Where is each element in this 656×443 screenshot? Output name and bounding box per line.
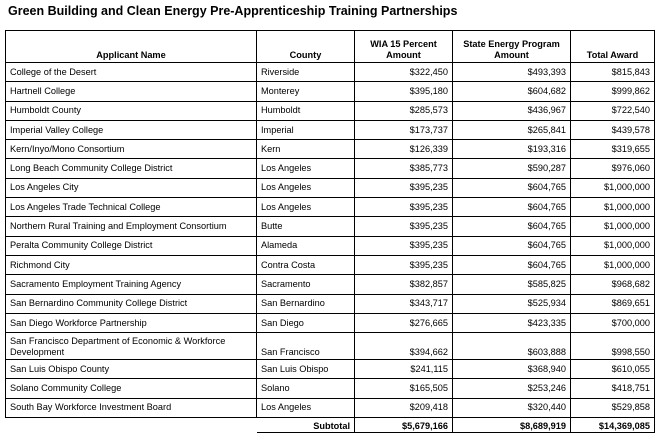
cell-county: Los Angeles	[257, 198, 355, 217]
cell-total: $319,655	[571, 140, 655, 159]
table-row	[6, 294, 655, 313]
cell-wia: $209,418	[355, 398, 453, 417]
table-row	[6, 313, 655, 332]
cell-county: Los Angeles	[257, 178, 355, 197]
cell-applicant: Humboldt County	[6, 101, 257, 120]
cell-county: Sacramento	[257, 275, 355, 294]
cell-total: $869,651	[571, 294, 655, 313]
table-row	[6, 101, 655, 120]
cell-state: $493,393	[453, 63, 571, 82]
cell-county: Riverside	[257, 63, 355, 82]
cell-county: Los Angeles	[257, 398, 355, 417]
table-body	[6, 63, 655, 418]
cell-county: San Bernardino	[257, 294, 355, 313]
cell-county: Contra Costa	[257, 255, 355, 274]
cell-total: $1,000,000	[571, 217, 655, 236]
cell-state: $436,967	[453, 101, 571, 120]
cell-state: $604,765	[453, 217, 571, 236]
cell-total: $722,540	[571, 101, 655, 120]
table-row	[6, 140, 655, 159]
table-row	[6, 398, 655, 417]
cell-state: $193,316	[453, 140, 571, 159]
cell-applicant: San Bernardino Community College District	[6, 294, 257, 313]
cell-applicant: Los Angeles Trade Technical College	[6, 198, 257, 217]
cell-total: $815,843	[571, 63, 655, 82]
cell-wia: $385,773	[355, 159, 453, 178]
cell-wia: $395,235	[355, 255, 453, 274]
cell-state: $604,765	[453, 255, 571, 274]
document-title: Green Building and Clean Energy Pre-Apprenticeship Training Partnerships	[8, 4, 458, 18]
column-header-county: County	[257, 31, 355, 63]
table-row	[6, 217, 655, 236]
subtotal-total: $14,369,085	[571, 418, 655, 433]
cell-wia: $165,505	[355, 379, 453, 398]
cell-county: Solano	[257, 379, 355, 398]
cell-total: $976,060	[571, 159, 655, 178]
table-row	[6, 63, 655, 82]
cell-total: $1,000,000	[571, 198, 655, 217]
cell-state: $525,934	[453, 294, 571, 313]
cell-state: $604,682	[453, 82, 571, 101]
table-row	[6, 333, 655, 360]
cell-county: San Luis Obispo	[257, 360, 355, 379]
cell-state: $590,287	[453, 159, 571, 178]
cell-wia: $395,235	[355, 217, 453, 236]
cell-wia: $276,665	[355, 313, 453, 332]
cell-applicant: Long Beach Community College District	[6, 159, 257, 178]
cell-county: Monterey	[257, 82, 355, 101]
column-header-total: Total Award	[571, 31, 655, 63]
cell-applicant: Imperial Valley College	[6, 120, 257, 139]
cell-wia: $395,235	[355, 198, 453, 217]
cell-county: Humboldt	[257, 101, 355, 120]
cell-applicant: College of the Desert	[6, 63, 257, 82]
cell-wia: $173,737	[355, 120, 453, 139]
cell-county: Alameda	[257, 236, 355, 255]
cell-state: $368,940	[453, 360, 571, 379]
cell-wia: $126,339	[355, 140, 453, 159]
subtotal-spacer	[6, 418, 257, 433]
cell-state: $320,440	[453, 398, 571, 417]
column-header-applicant: Applicant Name	[6, 31, 257, 63]
cell-applicant: Kern/Inyo/Mono Consortium	[6, 140, 257, 159]
cell-wia: $285,573	[355, 101, 453, 120]
cell-wia: $395,235	[355, 236, 453, 255]
cell-total: $439,578	[571, 120, 655, 139]
table-row	[6, 159, 655, 178]
table-header-row	[6, 31, 655, 63]
cell-total: $999,862	[571, 82, 655, 101]
cell-wia: $394,662	[355, 333, 453, 360]
cell-county: Imperial	[257, 120, 355, 139]
cell-county: San Francisco	[257, 333, 355, 360]
cell-total: $529,858	[571, 398, 655, 417]
cell-applicant: Hartnell College	[6, 82, 257, 101]
cell-total: $1,000,000	[571, 236, 655, 255]
cell-state: $604,765	[453, 198, 571, 217]
subtotal-state: $8,689,919	[453, 418, 571, 433]
table-row	[6, 178, 655, 197]
cell-state: $603,888	[453, 333, 571, 360]
cell-applicant: San Diego Workforce Partnership	[6, 313, 257, 332]
cell-total: $700,000	[571, 313, 655, 332]
cell-applicant: Solano Community College	[6, 379, 257, 398]
table-row	[6, 360, 655, 379]
cell-applicant: San Francisco Department of Economic & Workforce Development	[6, 333, 257, 360]
cell-county: Los Angeles	[257, 159, 355, 178]
column-header-state: State Energy Program Amount	[453, 31, 571, 63]
table-row	[6, 120, 655, 139]
cell-county: Kern	[257, 140, 355, 159]
table-row	[6, 198, 655, 217]
cell-total: $998,550	[571, 333, 655, 360]
awards-table	[5, 30, 655, 433]
cell-county: San Diego	[257, 313, 355, 332]
cell-total: $1,000,000	[571, 255, 655, 274]
cell-applicant: Richmond City	[6, 255, 257, 274]
table-row	[6, 82, 655, 101]
cell-total: $418,751	[571, 379, 655, 398]
cell-applicant: Sacramento Employment Training Agency	[6, 275, 257, 294]
cell-state: $265,841	[453, 120, 571, 139]
cell-total: $610,055	[571, 360, 655, 379]
cell-county: Butte	[257, 217, 355, 236]
cell-state: $604,765	[453, 236, 571, 255]
cell-state: $604,765	[453, 178, 571, 197]
column-header-wia: WIA 15 Percent Amount	[355, 31, 453, 63]
cell-state: $253,246	[453, 379, 571, 398]
cell-state: $423,335	[453, 313, 571, 332]
table-row	[6, 275, 655, 294]
cell-applicant: Peralta Community College District	[6, 236, 257, 255]
cell-wia: $395,180	[355, 82, 453, 101]
cell-wia: $343,717	[355, 294, 453, 313]
cell-applicant: South Bay Workforce Investment Board	[6, 398, 257, 417]
cell-wia: $241,115	[355, 360, 453, 379]
table-row	[6, 255, 655, 274]
subtotal-wia: $5,679,166	[355, 418, 453, 433]
table-row	[6, 379, 655, 398]
cell-applicant: San Luis Obispo County	[6, 360, 257, 379]
table-row	[6, 236, 655, 255]
subtotal-row	[6, 418, 655, 433]
cell-state: $585,825	[453, 275, 571, 294]
cell-wia: $395,235	[355, 178, 453, 197]
cell-applicant: Northern Rural Training and Employment Consortium	[6, 217, 257, 236]
cell-wia: $322,450	[355, 63, 453, 82]
cell-total: $968,682	[571, 275, 655, 294]
cell-wia: $382,857	[355, 275, 453, 294]
subtotal-label: Subtotal	[257, 418, 355, 433]
cell-applicant: Los Angeles City	[6, 178, 257, 197]
cell-total: $1,000,000	[571, 178, 655, 197]
